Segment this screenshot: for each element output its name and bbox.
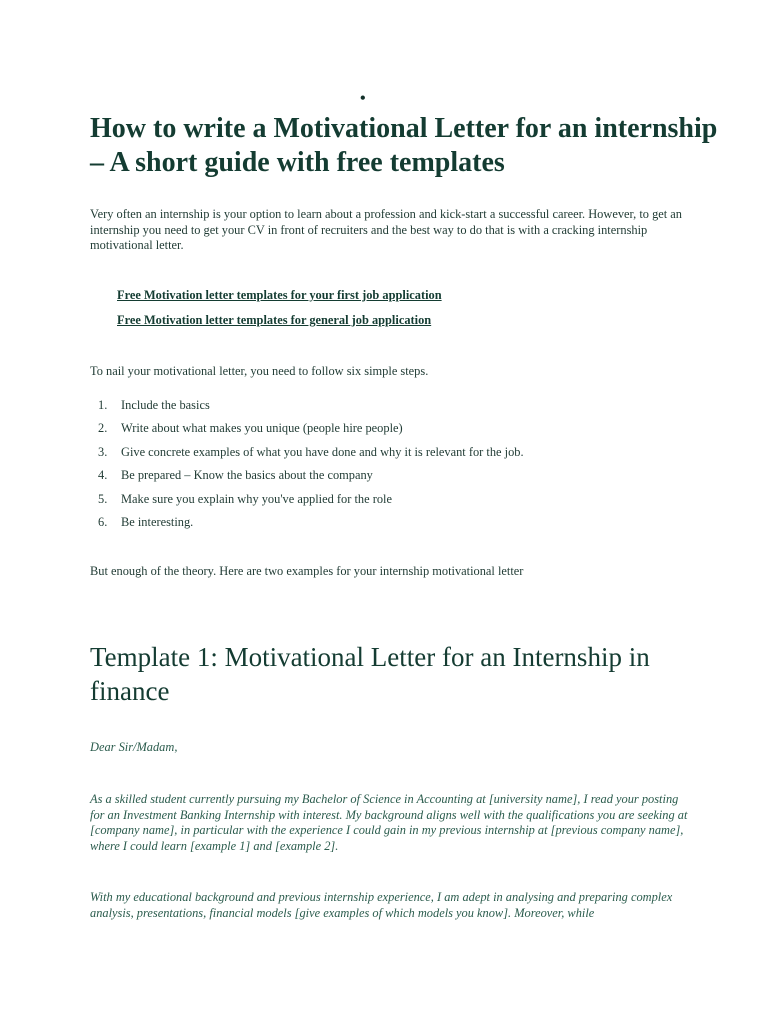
intro-paragraph: Very often an internship is your option to learn about a profession and kick-start a successful career. However, to get an internship you need to get your CV in front of recruiters and the best way to do that is with a cracking internship motivational letter.: [90, 207, 683, 253]
list-item: 3. Give concrete examples of what you have done and why it is relevant for the job.: [98, 444, 524, 459]
page-title: How to write a Motivational Letter for an internship – A short guide with free templates: [90, 113, 718, 178]
link-general-job-templates[interactable]: Free Motivation letter templates for general job application: [117, 313, 432, 327]
list-item: 1. Include the basics: [98, 398, 210, 412]
bullet-mark: •: [360, 90, 366, 107]
link-first-job-templates[interactable]: Free Motivation letter templates for your first job application: [117, 288, 442, 302]
letter-paragraph-1: As a skilled student currently pursuing my Bachelor of Science in Accounting at [university name], I read your posting for an Investment Banking Internship with interest. My background aligns well with the qualifications you are seeking at [company name], in particular with the experience I could gain in my previous internship at [previous company name], where I could learn [example 1] and [example 2].: [90, 792, 688, 853]
letter-paragraph-2: With my educational background and previous internship experience, I am adept in analysing and preparing complex analysis, presentations, financial models [give examples of which models you know]. Moreover, while: [90, 890, 673, 920]
list-item: 4. Be prepared – Know the basics about the company: [98, 468, 373, 483]
list-item: 2. Write about what makes you unique (people hire people): [98, 421, 403, 436]
letter-salutation: Dear Sir/Madam,: [90, 740, 178, 754]
steps-intro: To nail your motivational letter, you need to follow six simple steps.: [90, 364, 429, 378]
outro-paragraph: But enough of the theory. Here are two examples for your internship motivational letter: [90, 564, 524, 578]
list-item: 6. Be interesting.: [98, 514, 194, 529]
template-links: [117, 288, 442, 338]
steps-list: [90, 398, 524, 538]
list-item: 5. Make sure you explain why you've applied for the role: [98, 491, 392, 506]
template-heading: Template 1: Motivational Letter for an Internship in finance: [90, 642, 650, 706]
